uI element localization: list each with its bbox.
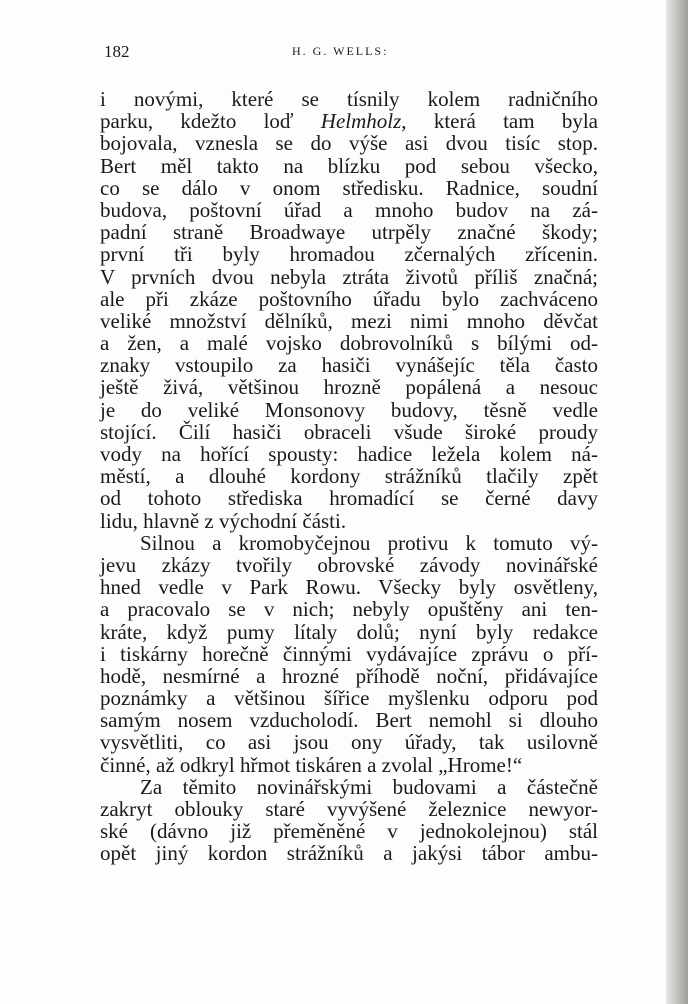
text-line: zakryt oblouky staré vyvýšené železnice newyor- bbox=[100, 797, 598, 821]
page-edge-shadow bbox=[666, 0, 688, 1004]
text-line: budova, poštovní úřad a mnoho budov na zá- bbox=[100, 197, 598, 222]
text-line: lidu, hlavně z východní části. bbox=[100, 508, 347, 533]
text-line: hodě, nesmírné a hrozné příhodě noční, přidávajíce bbox=[100, 663, 598, 688]
text-line: první tři byly hromadou zčernalých zřícenin. bbox=[100, 242, 598, 267]
text-line: ské (dávno již přeměněné v jednokolejnou) stál bbox=[100, 819, 598, 844]
text-line: opět jiný kordon strážníků a jakýsi tábor ambu- bbox=[100, 841, 598, 866]
text-line: stojící. Čilí hasiči obraceli všude široké proudy bbox=[100, 419, 598, 444]
text-line: je do veliké Monsonovy budovy, těsně vedle bbox=[100, 397, 598, 422]
text-line: padní straně Broadwaye utrpěly značné škody; bbox=[100, 220, 598, 245]
text-line: od tohoto střediska hromadící se černé davy bbox=[100, 486, 598, 511]
text-line: hned vedle v Park Rowu. Všecky byly osvětleny, bbox=[100, 575, 598, 600]
ship-name: Helmholz bbox=[320, 109, 402, 134]
text-line: činné, až odkryl hřmot tiskáren a zvolal „Hrome!“ bbox=[100, 752, 523, 777]
text-line: ale při zkáze poštovního úřadu bylo zachváceno bbox=[100, 286, 598, 311]
text-line: bojovala, vznesla se do výše asi dvou tisíc stop. bbox=[100, 131, 598, 156]
text-line: městí, a dlouhé kordony strážníků tlačily zpět bbox=[100, 464, 598, 489]
text-line: Za těmito novinářskými budovami a částečně bbox=[140, 774, 598, 799]
text-line: vysvětliti, co asi jsou ony úřady, tak usilovně bbox=[100, 730, 598, 755]
text-line: i novými, které se tísnily kolem radničního bbox=[100, 87, 598, 111]
text-line: a žen, a malé vojsko dobrovolníků s bílými od- bbox=[100, 331, 598, 356]
text-segment: parku, kdežto loď bbox=[100, 109, 321, 134]
text-line: znaky vstoupilo za hasiči vynášejíc těla často bbox=[100, 353, 598, 378]
text-line: vody na hořící spousty: hadice ležela kolem ná- bbox=[100, 442, 598, 466]
text-line: kráte, když pumy lítaly dolů; nyní byly redakce bbox=[100, 619, 598, 644]
text-line bbox=[100, 110, 598, 132]
running-head bbox=[96, 42, 596, 64]
text-line: a pracovalo se v nich; nebyly opuštěny ani ten- bbox=[100, 597, 598, 622]
text-line: co se dálo v onom středisku. Radnice, soudní bbox=[100, 175, 598, 200]
text-line: poznámky a většinou šířice myšlenku odporu pod bbox=[100, 686, 598, 711]
text-line: Silnou a kromobyčejnou protivu k tomuto vý- bbox=[140, 530, 598, 555]
running-title: H. G. WELLS: bbox=[292, 44, 389, 58]
text-line: V prvních dvou nebyla ztráta životů příliš značná; bbox=[100, 264, 598, 289]
page-number: 182 bbox=[104, 42, 130, 61]
text-segment: , která tam byla bbox=[401, 109, 598, 134]
text-line: samým nosem vzducholodí. Bert nemohl si dlouho bbox=[100, 708, 598, 733]
body-text bbox=[100, 88, 598, 865]
text-line: jevu zkázy tvořily obrovské závody novinářské bbox=[100, 552, 598, 577]
text-line: Bert měl takto na blízku pod sebou všecko, bbox=[100, 153, 598, 178]
text-line: veliké množství dělníků, mezi nimi mnoho děvčat bbox=[100, 308, 598, 333]
text-line: ještě živá, většinou hrozně popálená a nesouc bbox=[100, 375, 598, 400]
text-line: i tiskárny horečně činnými vydávajíce zprávu o pří- bbox=[100, 641, 598, 666]
